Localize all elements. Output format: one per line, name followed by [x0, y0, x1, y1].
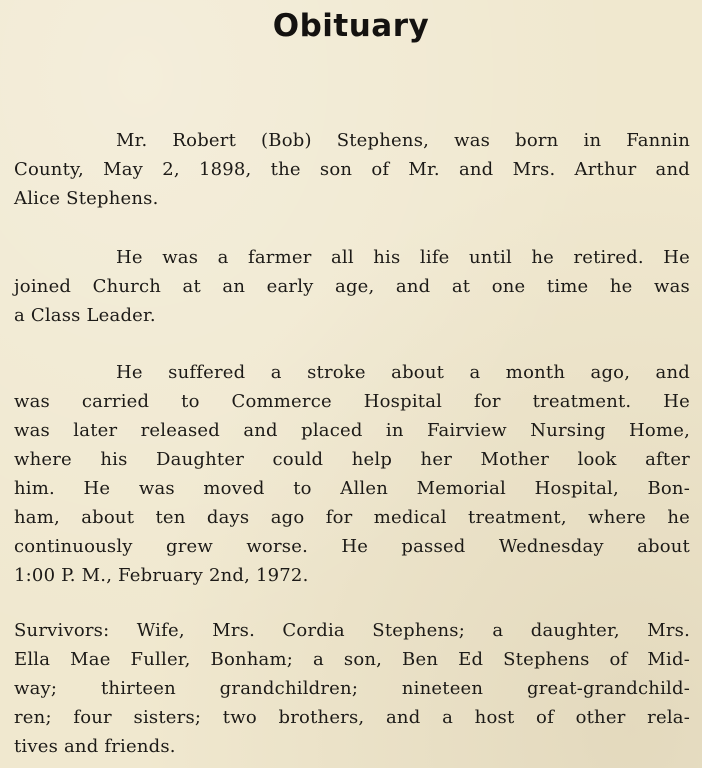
text-line: Survivors: Wife, Mrs. Cordia Stephens; a daughter, Mrs. — [14, 620, 690, 641]
text-line: a Class Leader. — [14, 305, 156, 326]
paragraph-birth — [14, 126, 690, 213]
text-line: tives and friends. — [14, 736, 176, 757]
text-line: him. He was moved to Allen Memorial Hospital, Bon- — [14, 478, 690, 499]
text-line: 1:00 P. M., February 2nd, 1972. — [14, 565, 309, 586]
text-line: Mr. Robert (Bob) Stephens, was born in Fannin — [116, 130, 690, 151]
paragraph-survivors — [14, 616, 690, 761]
text-line: He suffered a stroke about a month ago, and — [116, 362, 690, 383]
text-line: Alice Stephens. — [14, 188, 159, 209]
text-line: continuously grew worse. He passed Wednesday about — [14, 536, 690, 557]
text-line: where his Daughter could help her Mother look after — [14, 449, 690, 470]
text-line: County, May 2, 1898, the son of Mr. and Mrs. Arthur and — [14, 159, 690, 180]
paragraph-life — [14, 243, 690, 330]
text-line: ham, about ten days ago for medical treatment, where he — [14, 507, 690, 528]
page-title: Obituary — [272, 8, 430, 44]
text-line: joined Church at an early age, and at one time he was — [14, 276, 690, 297]
text-line: way; thirteen grandchildren; nineteen great-grandchild- — [14, 678, 690, 699]
text-line: was later released and placed in Fairview Nursing Home, — [14, 420, 690, 441]
text-line: He was a farmer all his life until he retired. He — [116, 247, 690, 268]
text-line: was carried to Commerce Hospital for treatment. He — [14, 391, 690, 412]
text-line: Ella Mae Fuller, Bonham; a son, Ben Ed Stephens of Mid- — [14, 649, 690, 670]
paragraph-illness — [14, 358, 690, 590]
text-line: ren; four sisters; two brothers, and a host of other rela- — [14, 707, 690, 728]
